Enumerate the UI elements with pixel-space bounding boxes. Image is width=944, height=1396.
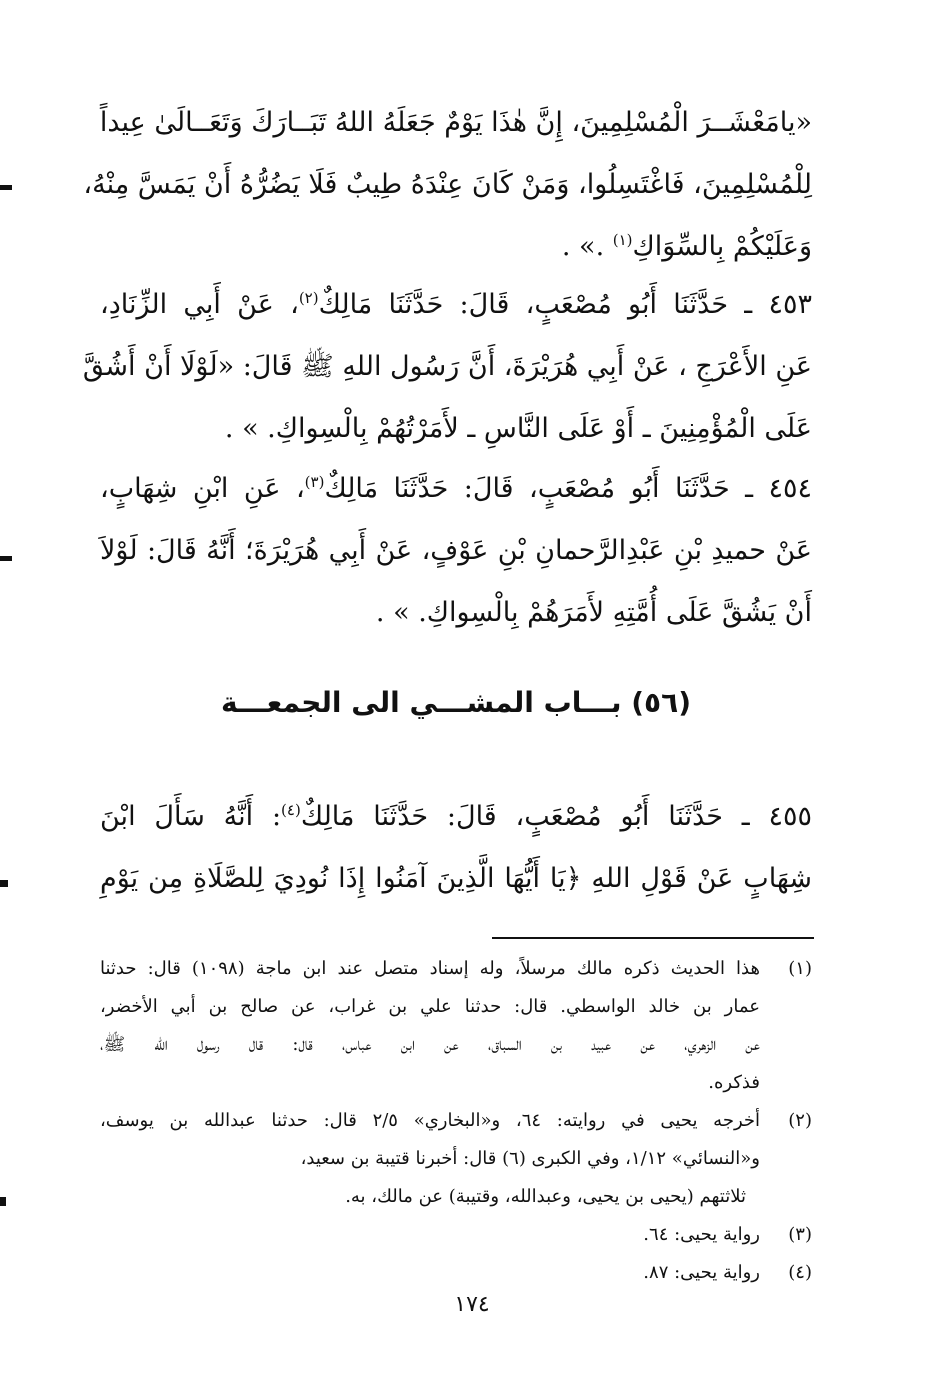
footnote-line: أخرجه يحيى في روايته: ٦٤، و«البخاري» ٢/٥ قال: حدثنا عبدالله بن يوسف، [100,1110,761,1131]
hadith-454 [100,458,812,644]
footnote-ref: (٤) [281,801,301,819]
footnote-body [100,950,760,1102]
text-fragment: ، عَنْ أَبِي الزِّنَادِ، [100,289,299,320]
footnote-line: رواية يحيى: ٦٤. [643,1224,760,1245]
text-line [100,216,812,278]
margin-mark [0,880,8,887]
text-line: أَنْ يَشُقَّ عَلَى أُمَّتِهِ لأَمَرَهُمْ بِالْسِواكِ. » . [375,597,812,628]
footnote-line: و«النسائي» ١/١٢، وفي الكبرى (٦) قال: أخبرنا قتيبة بن سعيد، [300,1148,760,1169]
footnote-separator [492,937,814,939]
margin-mark [0,185,12,190]
text-line: عَنِ الأَعْرَجِ ، عَنْ أَبِي هُرَيْرَةَ، أَنَّ رَسُول اللهِ ﷺ قَالَ: «لَوْلَا أَنْ أَشُقَّ [82,351,812,382]
chapter-heading: (٥٦) بـــاب المشـــي الى الجمعـــة [220,686,692,719]
footnote-ref: (٢) [298,289,319,307]
footnote-line: هذا الحديث ذكره مالك مرسلاً، وله إسناد متصل عند ابن ماجة (١٠٩٨) قال: حدثنا [100,958,760,979]
text-line [100,786,812,848]
footnote-number: (٣) [788,1224,812,1245]
text-line [100,274,812,336]
footnote [100,1254,812,1292]
footnote-number: (٢) [788,1110,812,1131]
footnotes [100,950,812,1292]
footnote [100,1102,812,1216]
footnote-body [100,1254,760,1292]
text-line: «يامَعْشَــرَ الْمُسْلِمِينَ، إِنَّ هٰذَا يَوْمٌ جَعَلَهُ اللهُ تَبَــارَكَ وَتَعَــالَىٰ عِيداً [99,107,812,138]
hadith-455 [100,786,812,910]
footnote-line: ثلاثتهم (يحيى بن يحيى، وعبدالله، وقتيبة) عن مالك، به. [345,1186,746,1207]
text-fragment: .» . [561,231,613,262]
footnote-line: عمار بن خالد الواسطي. قال: حدثنا علي بن غراب، عن صالح بن أبي الأخضر، [100,996,760,1017]
footnote-body [100,1102,760,1216]
footnote-body [100,1216,760,1254]
footnote-number: (١) [788,958,812,979]
hadith-453 [82,274,812,460]
text-fragment: ٤٥٥ ـ حَدَّثَنَا أَبُو مُصْعَبٍ، قَالَ: حَدَّثَنَا مَالِكٌ [300,801,812,832]
page-number: ١٧٤ [454,1292,490,1317]
text-line: عَلَى الْمُؤْمِنِينَ ـ أَوْ عَلَى النَّاسِ ـ لأَمَرْتُهُمْ بِالْسِواكِ. » . [224,413,812,444]
text-fragment: ٤٥٣ ـ حَدَّثَنَا أَبُو مُصْعَبٍ، قَالَ: حَدَّثَنَا مَالِكٌ [318,289,812,320]
text-fragment: : أَنَّهُ سَأَلَ ابْنَ [100,801,282,832]
text-line: لِلْمُسْلِمِينَ، فَاغْتَسِلُوا، وَمَنْ كَانَ عِنْدَهُ طِيبٌ فَلَا يَضُرُّهُ أَنْ يَمَسَّ مِنْهُ، [83,169,812,200]
text-line [100,458,812,520]
footnote [100,950,812,1102]
margin-mark [0,1197,6,1206]
text-line: عَنْ حميدِ بْنِ عَبْدِالرَّحمانِ بْنِ عَوْفٍ، عَنْ أَبِي هُرَيْرَةَ؛ أَنَّهُ قَالَ: لَوْلاَ [100,535,812,566]
footnote-number: (٤) [788,1262,812,1283]
text-fragment: وَعَلَيْكُمْ بِالسِّوَاكِ [632,231,812,262]
text-line: شِهَابٍ عَنْ قَوْلِ اللهِ ﴿يَا أَيُّهَا الَّذِينَ آمَنُوا إِذَا نُودِيَ لِلصَّلَاةِ مِن يَوْمِ [100,863,812,894]
text-fragment: ٤٥٤ ـ حَدَّثَنَا أَبُو مُصْعَبٍ، قَالَ: حَدَّثَنَا مَالِكٌ [324,473,812,504]
footnote-line: عن الزهري، عن عبيد بن السباق، عن ابن عباس، قال: قال رسول الله ﷺ، [100,1034,760,1055]
footnote-line: فذكره. [708,1072,760,1093]
margin-mark [0,556,12,561]
text-fragment: ، عَنِ ابْنِ شِهَابٍ، [100,473,305,504]
hadith-continuation [83,92,812,278]
footnote-ref: (٣) [304,473,325,491]
footnote [100,1216,812,1254]
footnote-line: رواية يحيى: ٨٧. [643,1262,760,1283]
footnote-ref: (١) [612,231,633,249]
